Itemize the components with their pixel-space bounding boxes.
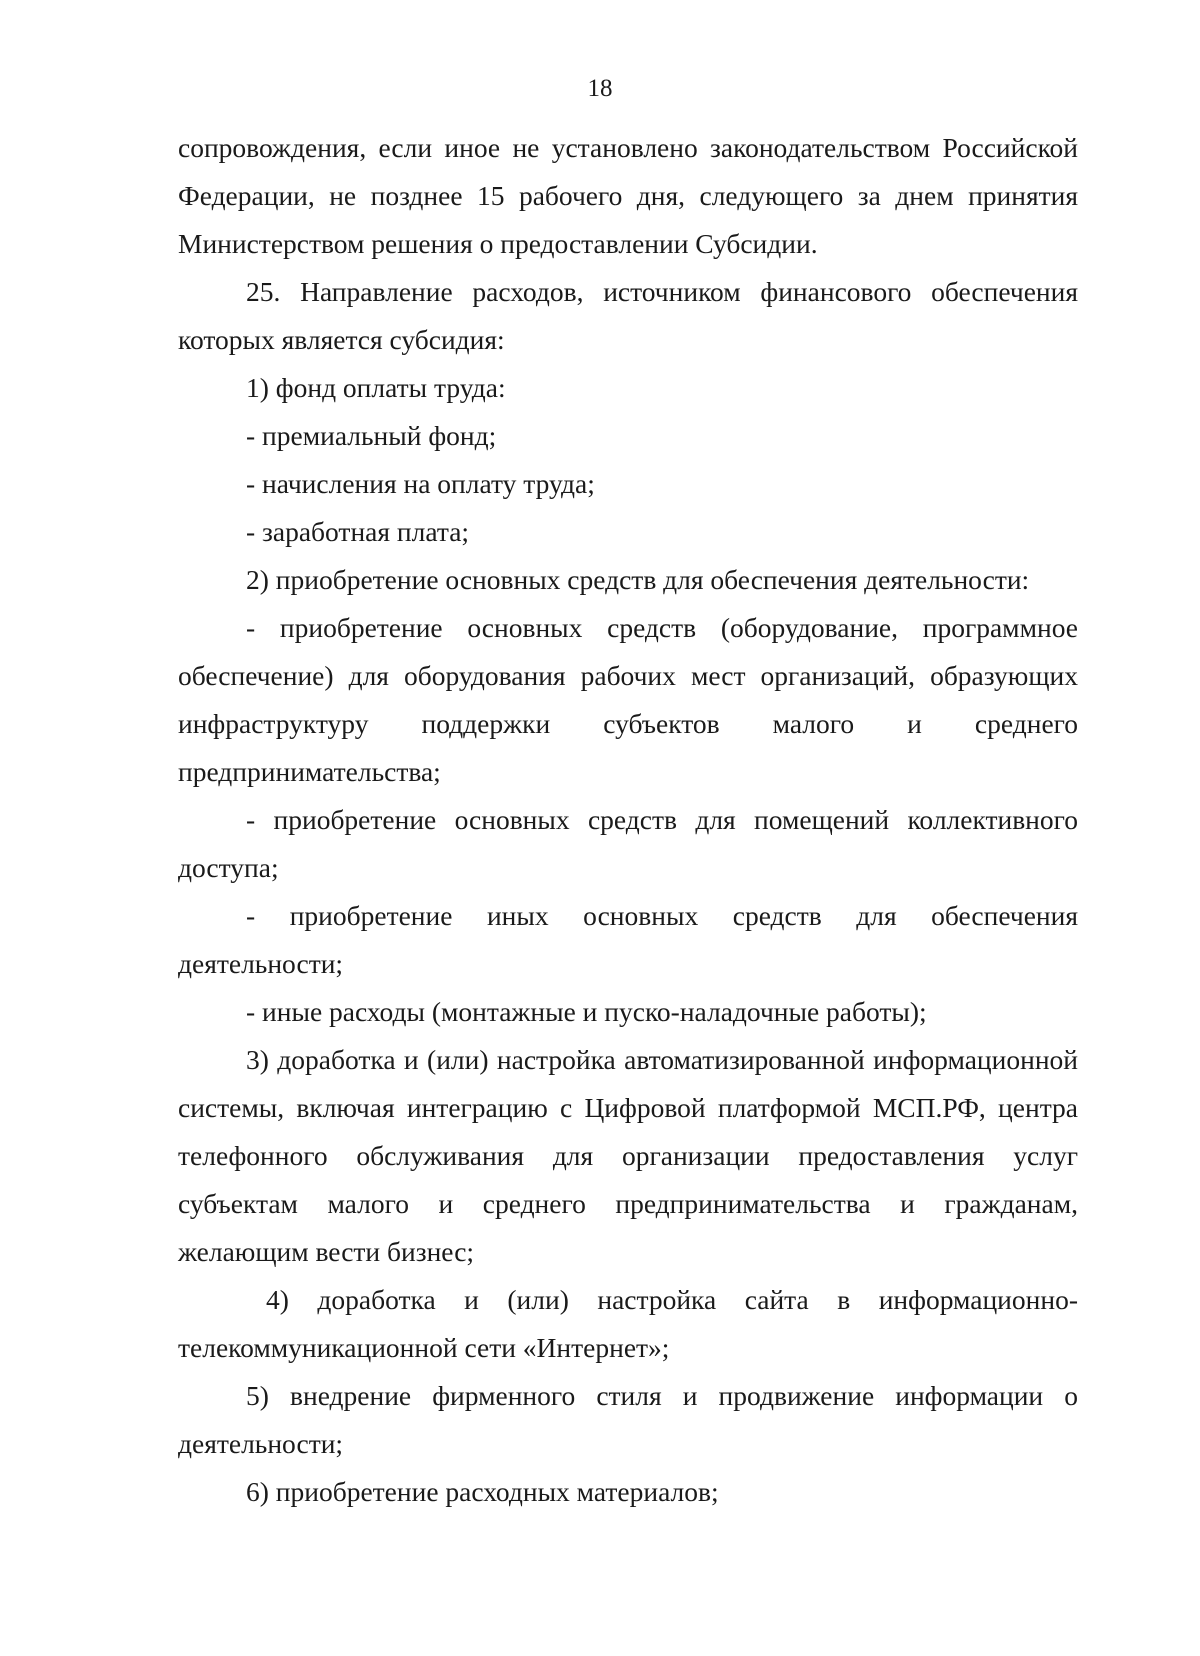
list-item-other-assets: - приобретение иных основных средств для обеспечения деятельности; (178, 900, 1078, 979)
list-item-website: 4) доработка и (или) настройка сайта в информационно-телекоммуникационной сети «Интернет»; (178, 1284, 1078, 1363)
list-item-equipment-purchase: - приобретение основных средств (оборудование, программное обеспечение) для оборудования рабочих мест организаций, образующих инфраструктуру поддержки субъектов малого и среднего предпринимательства; (178, 612, 1078, 787)
paragraph-continuation: сопровождения, если иное не установлено законодательством Российской Федерации, не позднее 15 рабочего дня, следующего за днем принятия Министерством решения о предоставлении Субсидии. (178, 132, 1078, 259)
list-item-payroll-charges: - начисления на оплату труда; (246, 468, 595, 499)
page-number: 18 (587, 75, 613, 102)
list-item-information-system: 3) доработка и (или) настройка автоматизированной информационной системы, включая интеграцию с Цифровой платформой МСП.РФ, центра телефонного обслуживания для организации предоставления услуг субъектам малого и среднего предпринимательства и гражданам, желающим вести бизнес; (178, 1044, 1078, 1267)
list-item-bonus-fund: - премиальный фонд; (246, 420, 497, 451)
list-item-consumables: 6) приобретение расходных материалов; (246, 1476, 719, 1507)
list-item-other-expenses: - иные расходы (монтажные и пуско-наладочные работы); (246, 996, 927, 1027)
list-item-fixed-assets: 2) приобретение основных средств для обеспечения деятельности: (246, 564, 1030, 595)
list-item-salary: - заработная плата; (246, 516, 470, 547)
paragraph-item-25: 25. Направление расходов, источником финансового обеспечения которых является субсидия: (178, 276, 1078, 355)
document-body (178, 124, 1078, 1516)
list-item-wage-fund: 1) фонд оплаты труда: (246, 372, 506, 403)
list-item-corporate-style: 5) внедрение фирменного стиля и продвижение информации о деятельности; (178, 1380, 1078, 1459)
list-item-shared-premises: - приобретение основных средств для помещений коллективного доступа; (178, 804, 1078, 883)
